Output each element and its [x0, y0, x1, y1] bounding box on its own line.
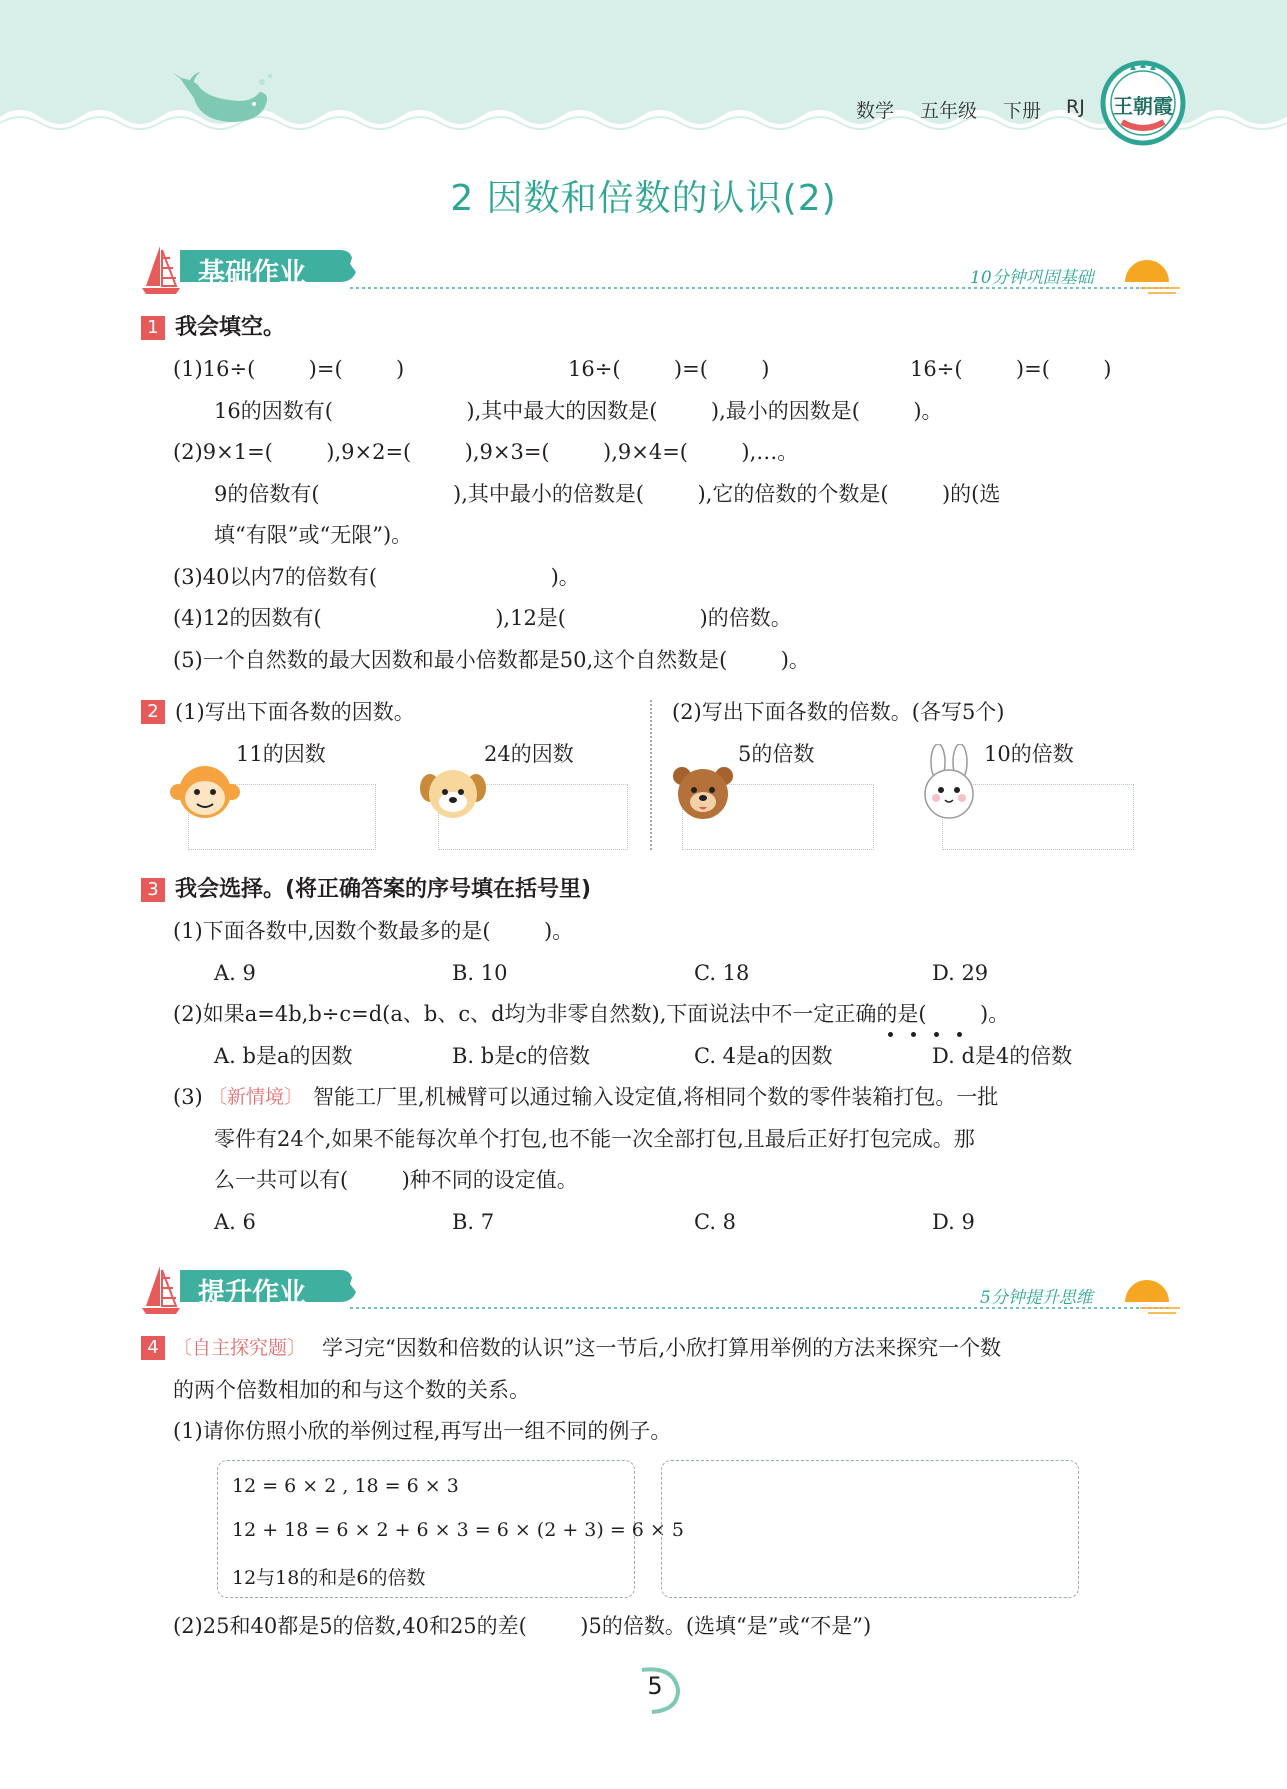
q3-part2-opt-a: A. b是a的因数	[214, 1044, 353, 1068]
q3-part1-opt-b: B. 10	[452, 961, 508, 985]
header-volume: 下册	[1003, 100, 1042, 122]
q2-divider	[650, 700, 652, 850]
brand-logo-text: 王朝霞	[1113, 94, 1173, 118]
q4-part1: (1)请你仿照小欣的举例过程,再写出一组不同的例子。	[173, 1419, 672, 1443]
q2-right-title: (2)写出下面各数的倍数。(各写5个)	[672, 700, 1005, 724]
question-number-1: 1	[141, 316, 165, 340]
header-edition: RJ	[1066, 96, 1085, 118]
q4-example-box	[217, 1460, 684, 1598]
q4-intro-b: 的两个倍数相加的和与这个数的关系。	[173, 1378, 530, 1402]
q3-part3-opt-b: B. 7	[452, 1210, 495, 1234]
emphasis-dot	[888, 1032, 893, 1037]
q1-line-3: (2)9×1=( ),9×2=( ),9×3=( ),9×4=( ),…。	[173, 440, 799, 464]
q2-caption-10: 10的倍数	[984, 742, 1074, 766]
q2-caption-5: 5的倍数	[738, 742, 815, 766]
dog-icon	[418, 762, 488, 822]
q3-part2-opt-d: D. d是4的倍数	[932, 1044, 1073, 1068]
q3-part3-opt-a: A. 6	[214, 1210, 256, 1234]
q3-part3-opt-c: C. 8	[694, 1210, 737, 1234]
q4-example-line-2: 12 + 18 = 6 × 2 + 6 × 3 = 6 × (2 + 3) = 6 × 5	[232, 1519, 684, 1541]
q3-part3-line-c: 么一共可以有( )种不同的设定值。	[214, 1168, 578, 1192]
q4-intro-a: 学习完“因数和倍数的认识”这一节后,小欣打算用举例的方法来探究一个数	[322, 1336, 1002, 1360]
q3-part3-tag: 〔新情境〕	[208, 1086, 304, 1108]
q3-part1: (1)下面各数中,因数个数最多的是( )。	[173, 919, 574, 943]
q3-part2-opt-c: C. 4是a的因数	[694, 1044, 833, 1068]
emphasis-dot	[957, 1032, 962, 1037]
q3-part3-line-a: 智能工厂里,机械臂可以通过输入设定值,将相同个数的零件装箱打包。一批	[313, 1085, 999, 1109]
q2-caption-11: 11的因数	[236, 742, 326, 766]
section-basic-label: 基础作业	[198, 258, 306, 289]
q3-part1-opt-c: C. 18	[694, 961, 750, 985]
q2-caption-24: 24的因数	[484, 742, 574, 766]
q3-part3-line-b: 零件有24个,如果不能每次单个打包,也不能一次全部打包,且最后正好打包完成。那	[214, 1127, 975, 1151]
q2-left-title: (1)写出下面各数的因数。	[175, 700, 415, 724]
page-title: 2 因数和倍数的认识(2)	[450, 178, 837, 219]
rabbit-icon	[914, 744, 984, 822]
q1-line-5: 填“有限”或“无限”)。	[214, 523, 413, 547]
brand-logo	[1100, 60, 1186, 146]
q3-title: 我会选择。(将正确答案的序号填在括号里)	[175, 877, 592, 902]
section-basic-hint: 10分钟巩固基础	[970, 268, 1094, 288]
q1-line-6: (3)40以内7的倍数有( )。	[173, 565, 580, 589]
q1-line-7: (4)12的因数有( ),12是( )的倍数。	[173, 606, 792, 630]
q3-part3-prefix: (3)	[173, 1085, 203, 1109]
q1-line-1b: 16÷( )=( )	[568, 357, 770, 381]
q4-part2: (2)25和40都是5的倍数,40和25的差( )5的倍数。(选填“是”或“不是”)	[173, 1614, 872, 1638]
header-grade: 五年级	[920, 100, 978, 122]
bear-icon	[668, 762, 738, 822]
q4-example-line-3: 12与18的和是6的倍数	[232, 1567, 426, 1589]
question-number-3: 3	[141, 878, 165, 902]
q3-part2: (2)如果a=4b,b÷c=d(a、b、c、d均为非零自然数),下面说法中不一定正确的是( )。	[173, 1002, 1010, 1026]
q3-part1-opt-a: A. 9	[214, 961, 256, 985]
q1-line-8: (5)一个自然数的最大因数和最小倍数都是50,这个自然数是( )。	[173, 648, 810, 672]
q4-example-line-1: 12 = 6 × 2 , 18 = 6 × 3	[232, 1475, 459, 1497]
page-number: 5	[647, 1672, 663, 1700]
emphasis-dot	[934, 1032, 939, 1037]
q1-line-1a: (1)16÷( )=( )	[173, 357, 405, 381]
q4-tag: 〔自主探究题〕	[173, 1337, 307, 1359]
q3-part2-opt-b: B. b是c的倍数	[452, 1044, 590, 1068]
section-advanced-hint: 5分钟提升思维	[980, 1288, 1093, 1308]
q1-line-1c: 16÷( )=( )	[910, 357, 1112, 381]
q1-title: 我会填空。	[175, 315, 286, 340]
section-advanced-label: 提升作业	[198, 1278, 306, 1309]
monkey-icon	[170, 762, 240, 822]
q4-answer-box[interactable]	[661, 1460, 1079, 1598]
q3-part1-opt-d: D. 29	[932, 961, 989, 985]
q1-line-2: 16的因数有( ),其中最大的因数是( ),最小的因数是( )。	[214, 399, 943, 423]
q3-part3-opt-d: D. 9	[932, 1210, 975, 1234]
question-number-4: 4	[141, 1336, 165, 1360]
header-subject: 数学	[856, 100, 895, 122]
q1-line-4: 9的倍数有( ),其中最小的倍数是( ),它的倍数的个数是( )的(选	[214, 482, 1001, 506]
question-number-2: 2	[141, 700, 165, 724]
emphasis-dot	[911, 1032, 916, 1037]
whale-icon	[170, 70, 280, 130]
